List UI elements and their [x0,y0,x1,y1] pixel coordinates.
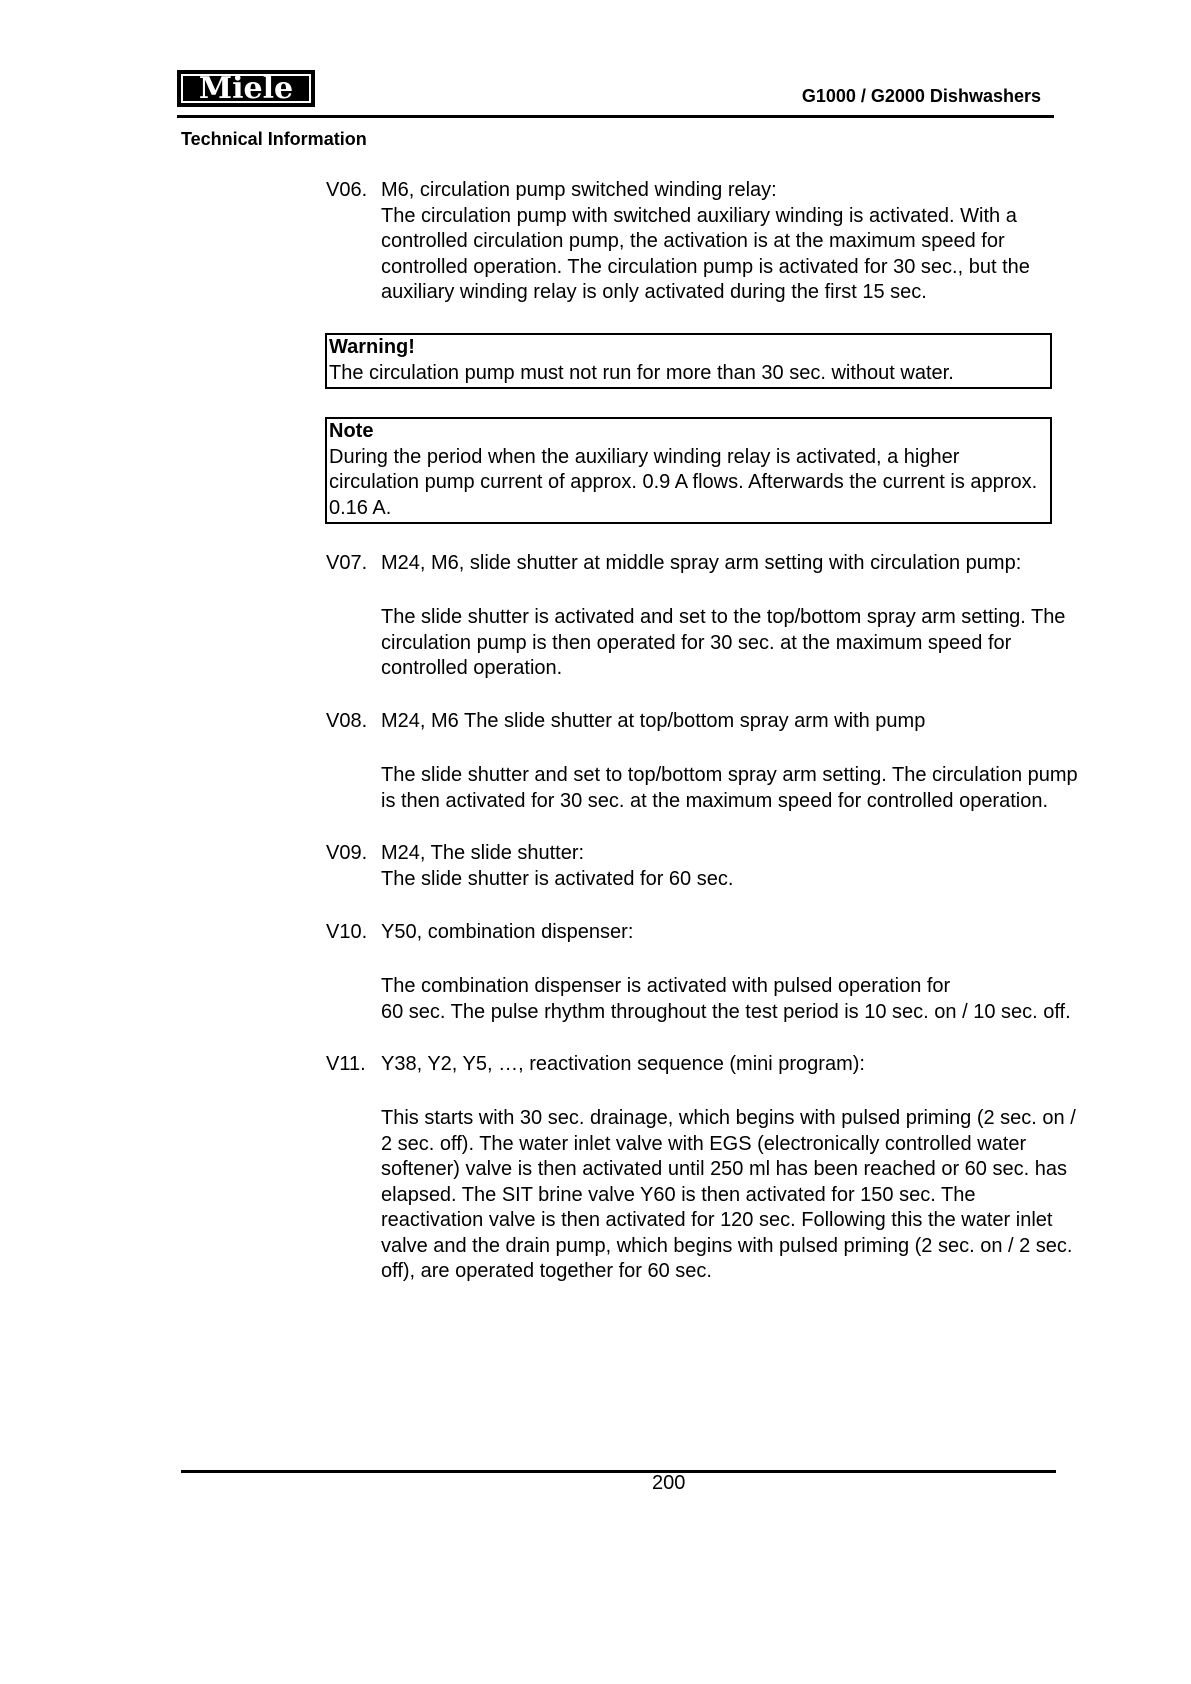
item-heading-v09: M24, The slide shutter: [381,842,585,864]
header-divider [177,115,1054,118]
item-code-v08: V08. [326,710,368,732]
item-body-v08: The slide shutter and set to top/bottom spray arm setting. The circulation pump is then activated for 30 sec. at the maximum speed for controlled operation. [381,764,1078,812]
warning-title: Warning! [329,336,415,358]
item-code-v09: V09. [326,842,368,864]
note-box [325,417,1052,524]
item-body-v09: The slide shutter is activated for 60 sec. [381,867,734,890]
item-heading-v08: M24, M6 The slide shutter at top/bottom spray arm with pump [381,710,926,732]
item-body-v10: The combination dispenser is activated with pulsed operation for 60 sec. The pulse rhythm throughout the test period is 10 sec. on / 10 sec. off. [381,975,1071,1023]
item-body-v06: The circulation pump with switched auxiliary winding is activated. With a controlled circulation pump, the activation is at the maximum speed for controlled operation. The circulation pump is activated for 30 sec., but the auxiliary winding relay is only activated during the first 15 sec. [381,204,1030,303]
page-number: 200 [652,1472,686,1494]
item-heading-v10: Y50, combination dispenser: [381,921,634,943]
document-title: G1000 / G2000 Dishwashers [801,86,1041,106]
miele-logo [177,70,315,107]
miele-logo-frame [181,70,311,106]
item-code-v11: V11. [326,1053,366,1075]
item-heading-v11: Y38, Y2, Y5, …, reactivation sequence (mini program): [381,1053,865,1075]
section-label: Technical Information [181,129,367,149]
note-title: Note [329,420,374,442]
note-text: During the period when the auxiliary winding relay is activated, a higher circulation pump current of approx. 0.9 A flows. Afterwards the current is approx. 0.16 A. [329,445,1038,519]
warning-text: The circulation pump must not run for more than 30 sec. without water. [329,361,954,384]
item-code-v06: V06. [326,179,368,201]
warning-box [325,333,1052,389]
item-body-v11: This starts with 30 sec. drainage, which begins with pulsed priming (2 sec. on / 2 sec. off). The water inlet valve with EGS (electronically controlled water softener) valve is then activated until 250 ml has been reached or 60 sec. has elapsed. The SIT brine valve Y60 is then activated for 150 sec. The reactivation valve is then activated for 120 sec. Following this the water inlet valve and the drain pump, which begins with pulsed priming (2 sec. on / 2 sec. off), are operated together for 60 sec. [381,1107,1076,1282]
item-code-v10: V10. [326,921,368,943]
item-code-v07: V07. [326,552,368,574]
item-heading-v06: M6, circulation pump switched winding relay: [381,179,777,201]
footer-divider [181,1470,1056,1473]
miele-logo-text: Miele [198,70,294,106]
item-heading-v07: M24, M6, slide shutter at middle spray arm setting with circulation pump: [381,552,1022,574]
item-body-v07: The slide shutter is activated and set to the top/bottom spray arm setting. The circulation pump is then operated for 30 sec. at the maximum speed for controlled operation. [381,606,1066,679]
